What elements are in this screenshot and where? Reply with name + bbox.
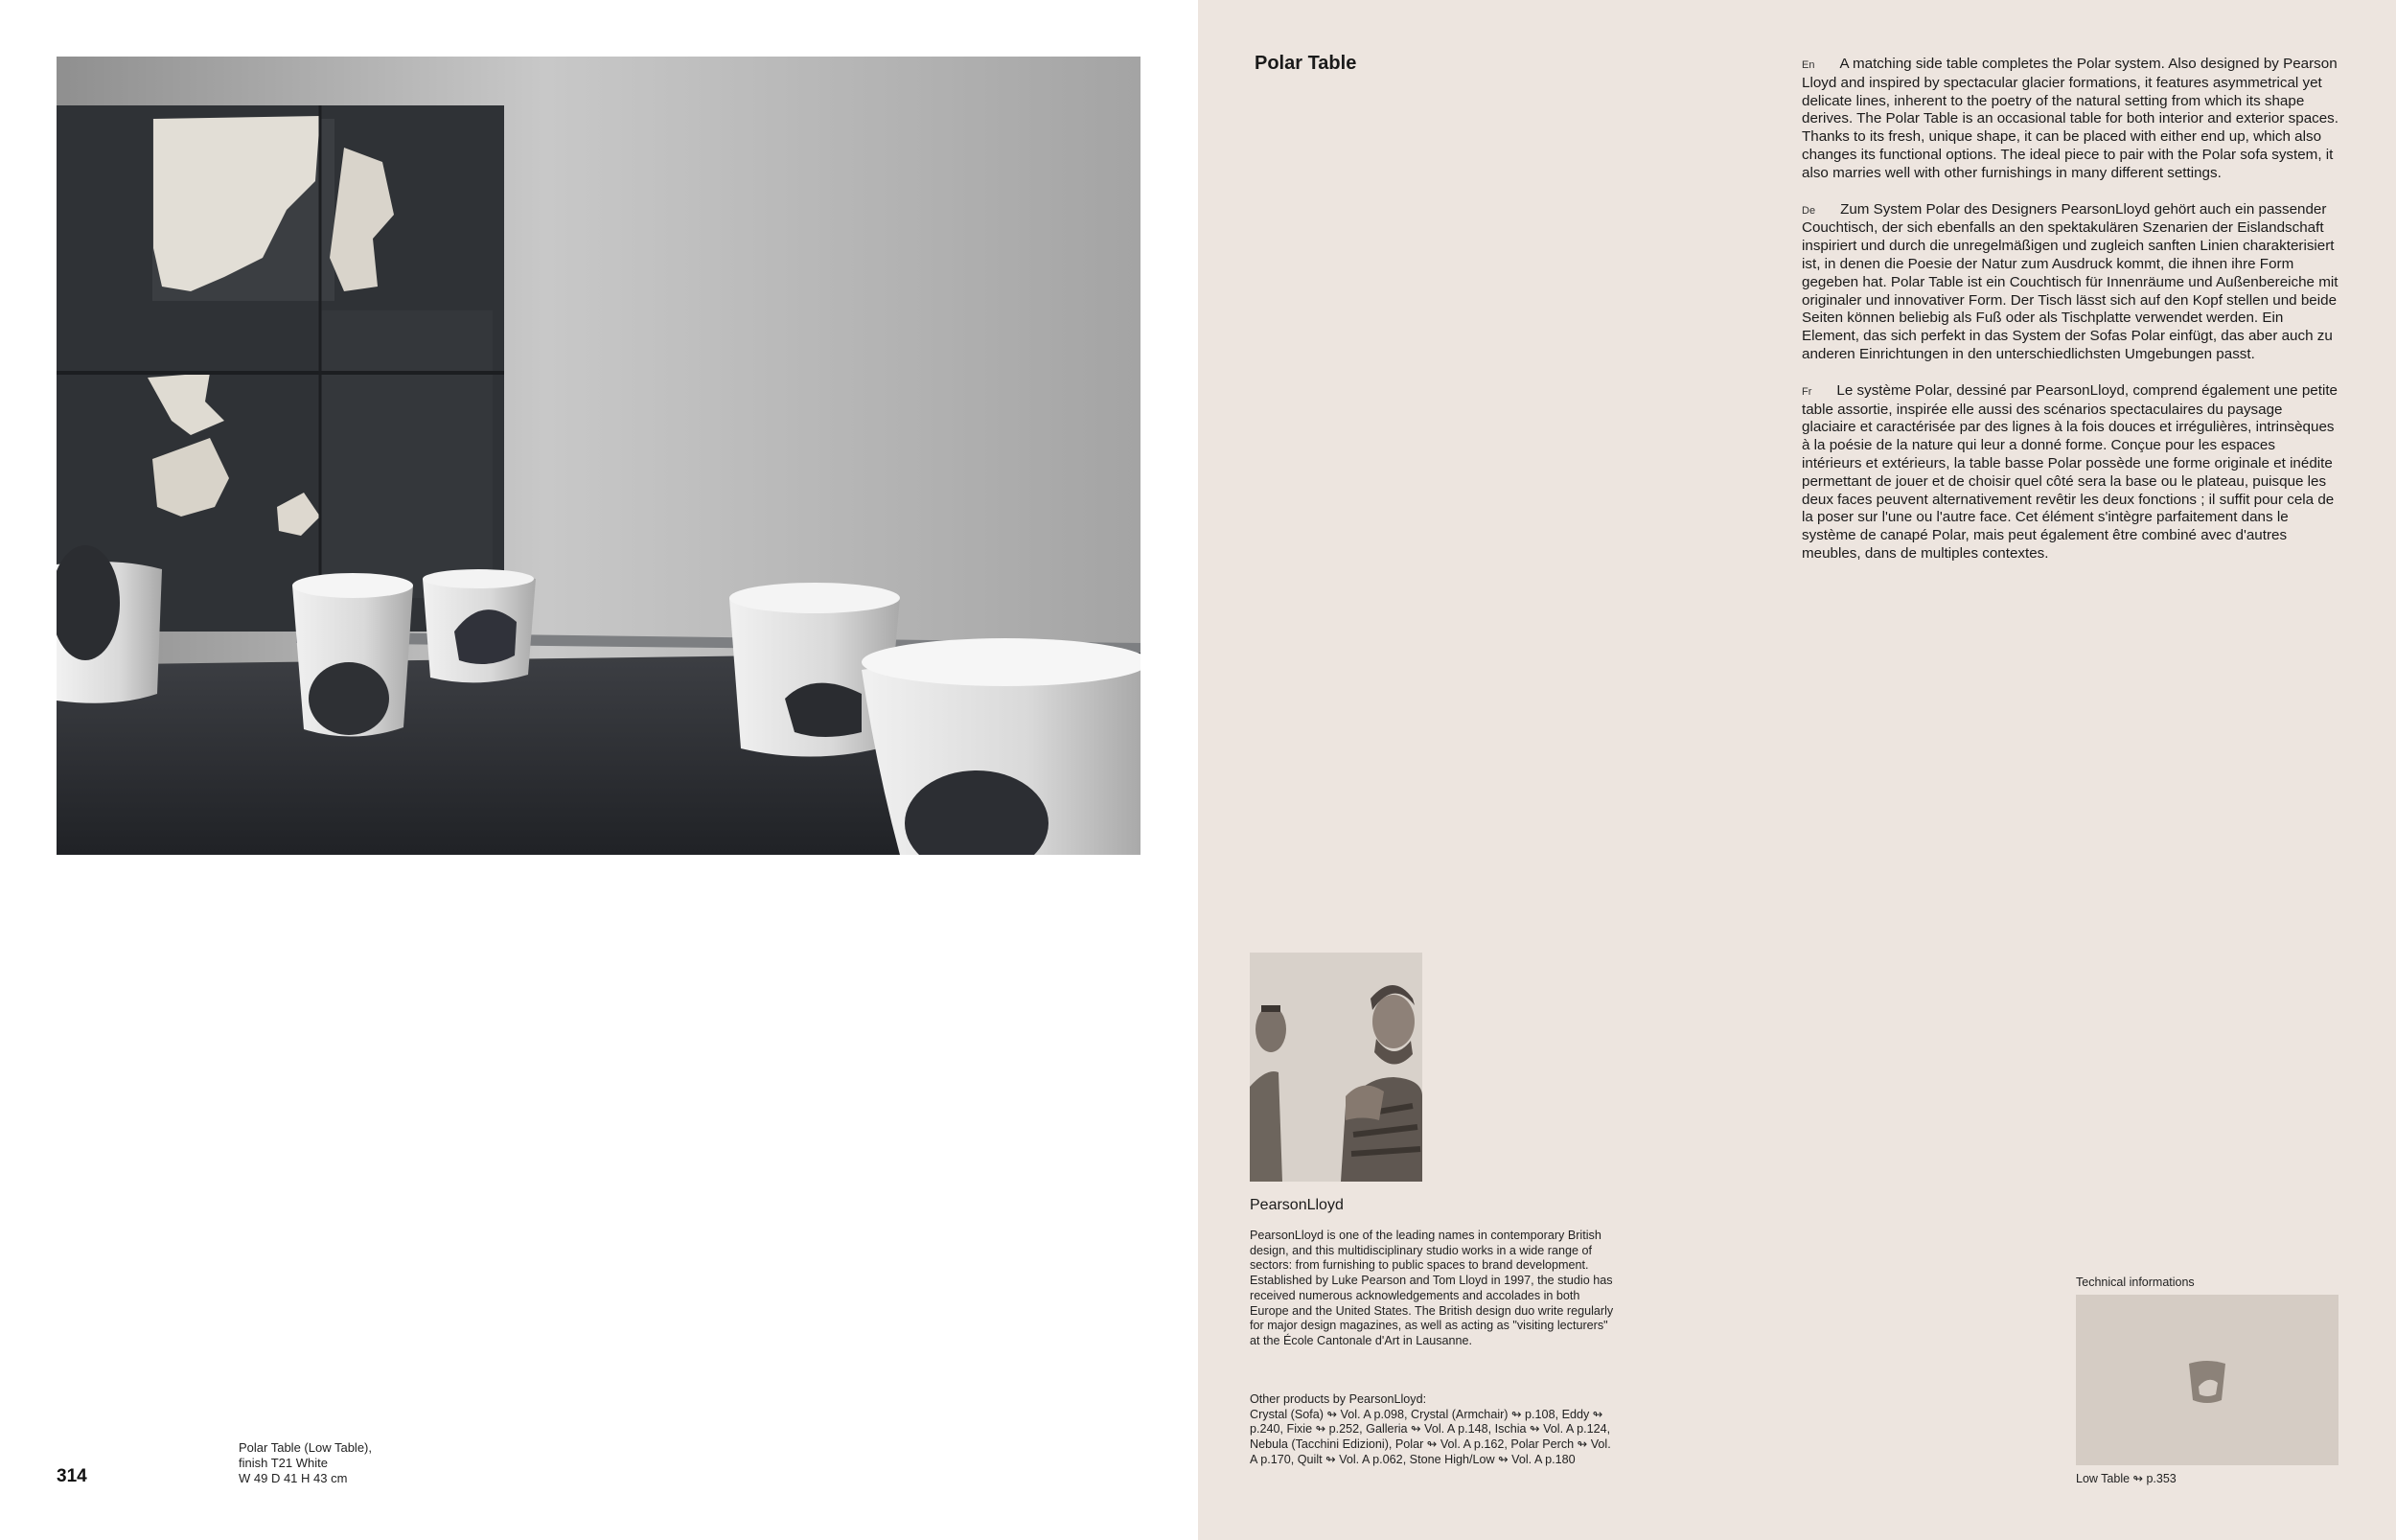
low-table-icon [2076, 1295, 2338, 1465]
language-label: Fr [1802, 385, 1812, 398]
description-text: A matching side table completes the Polar system. Also designed by Pearson Lloyd and inspired by spectacular glacier formations, it features asymmetrical yet delicate lines, inherent to the poetry of the natural setting from which its shape derives. The Polar Table is an occasional table for both interior and exterior spaces. Thanks to its fresh, unique shape, it can be placed with either end up, which also changes its functional options. The ideal piece to pair with the Polar sofa system, it also marries well with other furnishings in many different settings. [1802, 56, 2339, 181]
language-label: De [1802, 204, 1816, 217]
designers-photo [1250, 953, 1422, 1182]
description-text: Le système Polar, dessiné par PearsonLloyd, comprend également une petite table assortie, inspirée elle aussi des scénarios spectaculaires du paysage glaciaire et caractérisée par des lignes à la fois douces et irrégulières, intrinsèques à la poésie de la nature qui leur a donné forme. Conçue pour les espaces intérieurs et extérieurs, la table basse Polar possède une forme originale et inédite permettant de jouer et de choisir quel côté sera la base ou le plateau, puisque les deux faces peuvent alternativement revêtir les deux fonctions ; il suffit pour cela de la poser sur l'une ou l'autre face. Cet élément s'intègre parfaitement dans le système de canapé Polar, mais peut également être combiné avec d'autres meubles, dans de multiples contextes. [1802, 381, 2338, 562]
product-title: Polar Table [1255, 53, 1357, 74]
product-photo [57, 57, 1140, 855]
other-products-heading: Other products by PearsonLloyd: [1250, 1392, 1427, 1406]
technical-box [2076, 1295, 2338, 1465]
caption-line: W 49 D 41 H 43 cm [239, 1471, 348, 1485]
technical-reference-link[interactable]: Low Table ↬ p.353 [2076, 1472, 2177, 1485]
polar-tables-photo [57, 57, 1140, 855]
caption-line: finish T21 White [239, 1456, 328, 1470]
designer-portrait [1250, 953, 1422, 1182]
caption-line: Polar Table (Low Table), [239, 1440, 372, 1455]
description-fr [1802, 382, 2338, 563]
other-products [1250, 1392, 1614, 1468]
photo-caption [239, 1440, 372, 1486]
designer-bio: PearsonLloyd is one of the leading names in contemporary British design, and this multidisciplinary studio works in a wide range of sectors: from furnishing to public spaces to brand development. Established by Luke Pearson and Tom Lloyd in 1997, the studio has received numerous acknowledgements and accolades in both Europe and the United States. The British design duo write regularly for major design magazines, as well as acting as "visiting lecturers" at the École Cantonale d'Art in Lausanne. [1250, 1229, 1614, 1347]
description-de [1802, 201, 2338, 364]
designer-name: PearsonLloyd [1250, 1197, 1344, 1213]
other-products-list: Crystal (Sofa) ↬ Vol. A p.098, Crystal (Armchair) ↬ p.108, Eddy ↬ p.240, Fixie ↬ p.252, Galleria ↬ Vol. A p.148, Ischia ↬ Vol. A p.124, Nebula (Tacchini Edizioni), Polar ↬ Vol. A p.162, Polar Perch ↬ Vol. A p.170, Quilt ↬ Vol. A p.062, Stone High/Low ↬ Vol. A p.180 [1250, 1407, 1611, 1466]
page-number: 314 [57, 1466, 87, 1486]
description-text: Zum System Polar des Designers PearsonLloyd gehört auch ein passender Couchtisch, der sich ebenfalls an den spektakulären Szenarien der Eislandschaft inspiriert und durch die unregelmäßigen und zugleich sanften Linien charakterisiert ist, in denen die Poesie der Natur zum Ausdruck kommt, die ihnen ihre Form gegeben hat. Polar Table ist ein Couchtisch für Innenräume und Außenbereiche mit originaler und innovativer Form. Der Tisch lässt sich auf den Kopf stellen und beide Seiten können beliebig als Fuß oder als Tischplatte verwendet werden. Ein Element, das sich perfekt in das System der Sofas Polar einfügt, das aber auch zu anderen Einrichtungen in den unterschiedlichsten Umgebungen passt. [1802, 200, 2338, 362]
description-column [1802, 56, 2338, 582]
description-en [1802, 56, 2338, 183]
language-label: En [1802, 59, 1815, 71]
technical-label: Technical informations [2076, 1276, 2195, 1289]
